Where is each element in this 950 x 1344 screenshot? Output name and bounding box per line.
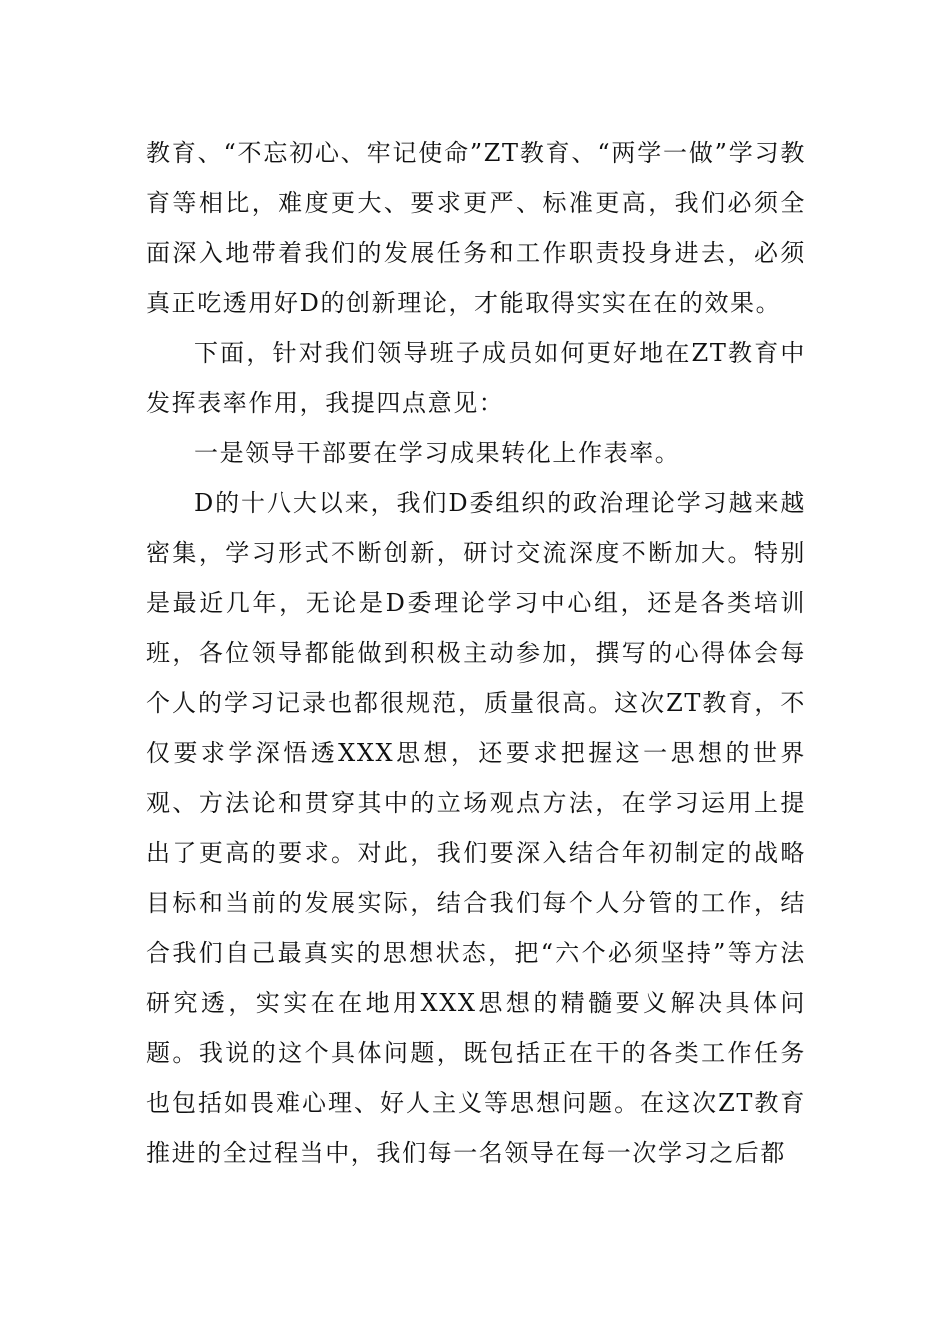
document-page — [146, 128, 806, 1178]
paragraph-4: D的十八大以来，我们D委组织的政治理论学习越来越密集，学习形式不断创新，研讨交流深度不断加大。特别是最近几年，无论是D委理论学习中心组，还是各类培训班，各位领导都能做到积极主动参加，撰写的心得体会每个人的学习记录也都很规范，质量很高。这次ZT教育，不仅要求学深悟透XXX思想，还要求把握这一思想的世界观、方法论和贯穿其中的立场观点方法，在学习运用上提出了更高的要求。对此，我们要深入结合年初制定的战略目标和当前的发展实际，结合我们每个人分管的工作，结合我们自己最真实的思想状态，把“六个必须坚持”等方法研究透，实实在在地用XXX思想的精髓要义解决具体问题。我说的这个具体问题，既包括正在干的各类工作任务也包括如畏难心理、好人主义等思想问题。在这次ZT教育推进的全过程当中，我们每一名领导在每一次学习之后都 — [146, 489, 806, 1167]
paragraph-1: 教育、“不忘初心、牢记使命”ZT教育、“两学一做”学习教育等相比，难度更大、要求更严、标准更高，我们必须全面深入地带着我们的发展任务和工作职责投身进去，必须真正吃透用好D的创新理论，才能取得实实在在的效果。 — [146, 139, 806, 317]
paragraph-2: 下面，针对我们领导班子成员如何更好地在ZT教育中发挥表率作用，我提四点意见： — [146, 339, 806, 417]
paragraph-3-heading: 一是领导干部要在学习成果转化上作表率。 — [194, 439, 681, 467]
